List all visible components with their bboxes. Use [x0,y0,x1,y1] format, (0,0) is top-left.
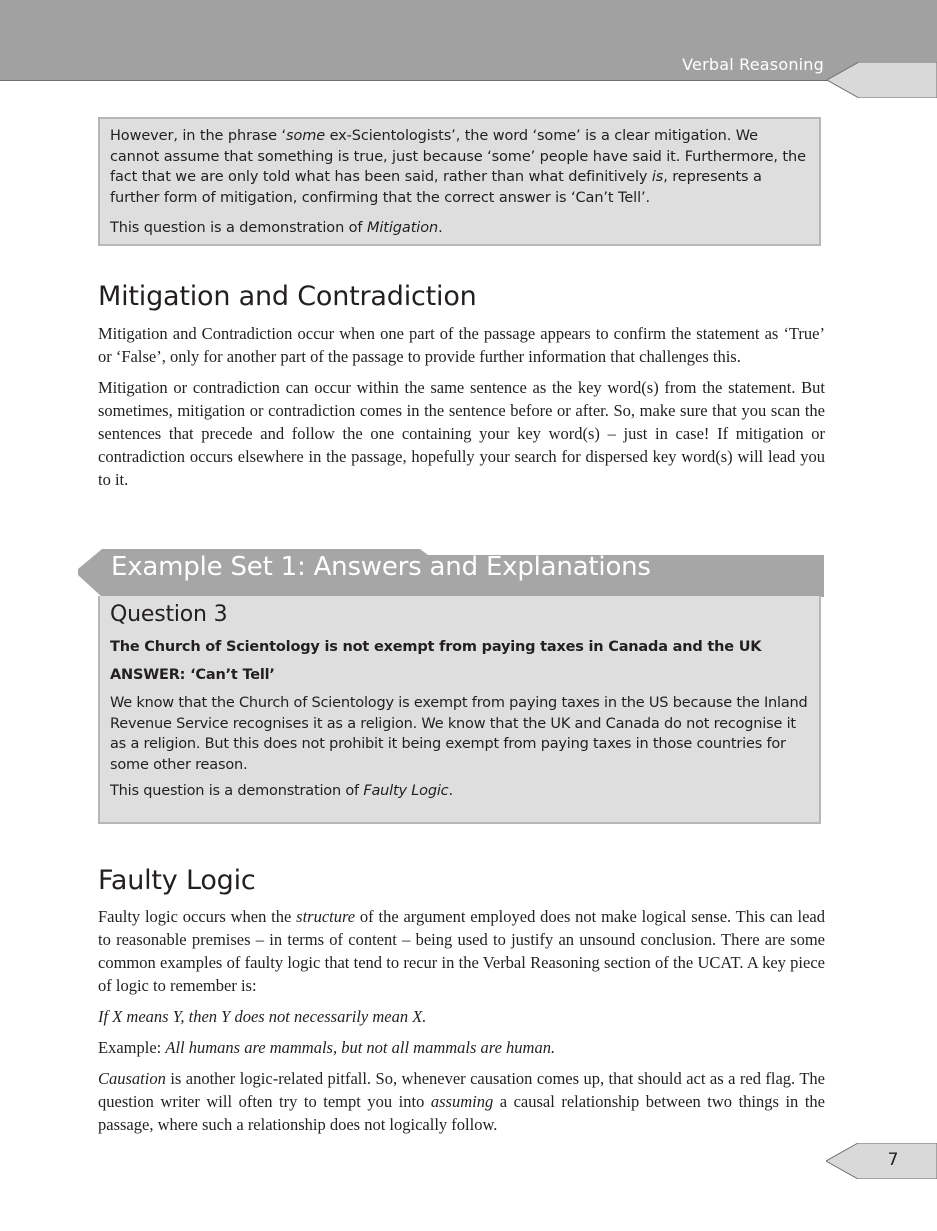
body-paragraph: Mitigation and Contradiction occur when one part of the passage appears to confirm the statement as ‘True’ or ‘False’, only for another part of the passage to provide further information that challenges this. [98,324,825,366]
section-heading-faulty-logic: Faulty Logic [98,865,256,896]
section-title: Verbal Reasoning [682,55,824,74]
logic-rule: If X means Y, then Y does not necessarily mean X. [98,1007,427,1026]
section-heading-mitigation: Mitigation and Contradiction [98,281,477,312]
demonstration-line: This question is a demonstration of Mitigation. [110,220,443,236]
demonstration-line: This question is a demonstration of Faulty Logic. [110,783,453,799]
body-paragraph: Causation is another logic-related pitfall. So, whenever causation comes up, that should act as a red flag. The question writer will often try to tempt you into assuming a causal relationship between two things in the passage, where such a relationship does not logically follow. [98,1069,825,1134]
mitigation-body [98,322,825,491]
question-box [98,596,821,824]
logic-example: Example: All humans are mammals, but not all mammals are human. [98,1038,556,1057]
question-title: Question 3 [110,602,228,627]
header-tab-shape [827,62,937,98]
answer-explanation: We know that the Church of Scientology is exempt from paying taxes in the US because the Inland Revenue Service recognises it as a religion. We know that the UK and Canada do not recognise it as a religion. But this does not prohibit it being exempt from paying taxes in those countries for some other reason. [110,695,808,773]
faulty-logic-body [98,905,825,1136]
page-header-bar [0,0,937,81]
example-banner [78,549,824,597]
body-paragraph: Mitigation or contradiction can occur within the same sentence as the key word(s) from the statement. But sometimes, mitigation or contradiction comes in the sentence before or after. So, make sure that you scan the sentences that precede and follow the one containing your key word(s) – just in case! If mitigation or contradiction occurs elsewhere in the passage, hopefully your search for dispersed key word(s) will lead you to it. [98,378,825,489]
question-answer: ANSWER: ‘Can’t Tell’ [110,667,275,683]
body-paragraph: Faulty logic occurs when the structure of the argument employed does not make logical sense. This can lead to reasonable premises – in terms of content – being used to justify an unsound conclusion. There are some common examples of faulty logic that tend to recur in the Verbal Reasoning section of the UCAT. A key piece of logic to remember is: [98,907,826,995]
explanation-box [98,117,821,246]
example-banner-title: Example Set 1: Answers and Explanations [111,552,651,582]
explanation-paragraph: However, in the phrase ‘some ex-Scientologists’, the word ‘some’ is a clear mitigation. We cannot assume that something is true, just because ‘some’ people have said it. Furthermore, the fact that we are only told what has been said, rather than what definitively is, represents a further form of mitigation, confirming that the correct answer is ‘Can’t Tell’. [110,128,806,206]
page-number: 7 [887,1150,899,1170]
question-statement: The Church of Scientology is not exempt from paying taxes in Canada and the UK [110,639,762,655]
